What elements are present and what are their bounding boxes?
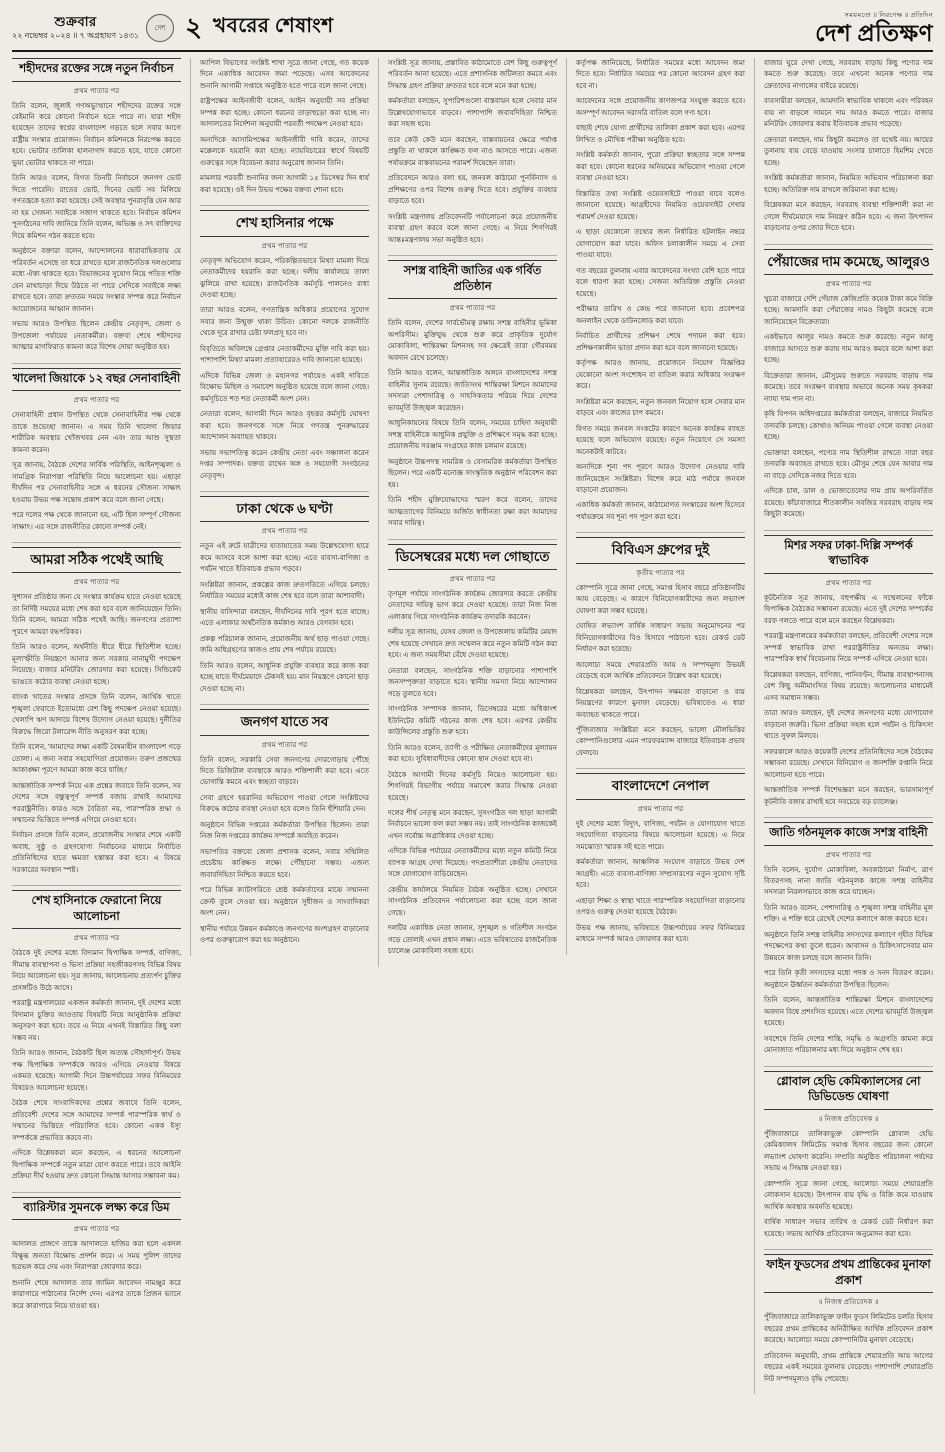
article-paragraph: খুচরা বাজারে দেশি পেঁয়াজ কেজিপ্রতি কয়েক টাকা কমে বিক্রি হচ্ছে। আমদানি করা পেঁয়াজের দামও কিছুটা কমেছে বলে জানিয়েছেন বিক্রেতারা। [764, 295, 933, 326]
news-article [12, 890, 181, 1182]
article-paragraph: আবেদনের সঙ্গে প্রয়োজনীয় কাগজপত্র সংযুক্ত করতে হবে। অসম্পূর্ণ আবেদন সরাসরি বাতিল বলে গণ্য হবে। [576, 97, 745, 117]
article-paragraph: তিনি আরও বলেন, ত্যাগী ও পরীক্ষিত নেতাকর্মীদের মূল্যায়ন করা হবে। সুবিধাবাদীদের কোনো স্থান দেওয়া হবে না। [388, 743, 557, 764]
news-article [388, 260, 557, 529]
article-paragraph: পুঁজিবাজারে তালিকাভুক্ত ফাইন ফুডস লিমিটেড চলতি হিসাব বছরের প্রথম প্রান্তিকের অনিরীক্ষিত আর্থিক প্রতিবেদন প্রকাশ করেছে। আলোচ্য সময়ে কোম্পানিটির মুনাফা বেড়েছে। [764, 1313, 933, 1345]
article-paragraph: উভয় পক্ষ জানায়, ভবিষ্যতে উচ্চপর্যায়ের সফর বিনিময়ের মাধ্যমে সম্পর্ক আরও জোরদার করা হবে। [576, 923, 745, 944]
article-paragraph: সংশ্লিষ্ট কর্মকর্তা জানান, পুরো প্রক্রিয়া স্বচ্ছতার সঙ্গে সম্পন্ন করা হবে। কোনো ধরনের অনিয়মের অভিযোগ পাওয়া গেলে ব্যবস্থা নেওয়া হবে। [576, 151, 745, 183]
article-paragraph: সভাপতির বক্তব্যে জেলা প্রশাসক বলেন, সবার সম্মিলিত প্রচেষ্টায় কাঙ্ক্ষিত লক্ষ্যে পৌঁছানো সম্ভব। এজন্য জবাবদিহিতা নিশ্চিত করতে হবে। [200, 847, 369, 879]
article-paragraph: তিনি আরও বলেন, আন্তর্জাতিক অঙ্গনে বাংলাদেশের সশস্ত্র বাহিনীর সুনাম রয়েছে। জাতিসংঘ শান্তিরক্ষা মিশনে আমাদের সদস্যরা পেশাদারিত্ব ও সাহসিকতার পরিচয় দিয়ে দেশের ভাবমূর্তি উজ্জ্বল করেছেন। [388, 369, 557, 412]
masthead-date-block [12, 13, 139, 41]
article-paragraph: দুই দেশের মধ্যে বিদ্যুৎ, বাণিজ্য, পর্যটন ও যোগাযোগ খাতে সহযোগিতা বাড়ানোর বিষয়ে আলোচনা হয়েছে। এ নিয়ে সমঝোতা স্মারক সই হতে পারে। [576, 819, 745, 851]
article-paragraph: আদালত প্রাঙ্গণে তাকে আদালতে হাজির করা হলে একদল বিক্ষুব্ধ জনতা বিক্ষোভ প্রদর্শন করে। এ সময় পুলিশ তাদের ছত্রভঙ্গ করে দেয় এবং নিরাপত্তা জোরদার করে। [12, 1240, 181, 1272]
article-paragraph: এদিকে বিশ্লেষকরা মনে করছেন, এ ধরনের আলোচনা দ্বিপাক্ষিক সম্পর্কে নতুন মাত্রা যোগ করতে পারে। তবে আইনি প্রক্রিয়া দীর্ঘ হওয়ায় দ্রুত কোনো সিদ্ধান্ত আসার সম্ভাবনা কম। [12, 1149, 181, 1181]
article-paragraph: সাংগঠনিক সম্পাদক জানান, ডিসেম্বরের মধ্যে অধিকাংশ ইউনিটের কমিটি গঠনের কাজ শেষ হবে। এরপর কেন্দ্রীয় কাউন্সিলের প্রস্তুতি শুরু হবে। [388, 705, 557, 737]
news-article [12, 1197, 181, 1312]
article-headline[interactable]: খালেদা জিয়াকে ১২ বছর সেনাবাহিনী [12, 368, 181, 392]
page-number: ২ [185, 12, 203, 42]
article-headline[interactable]: জাতি গঠনমূলক কাজে সশস্ত্র বাহিনী [764, 822, 933, 846]
article-divider [764, 1249, 933, 1250]
article-paragraph: নেতারা বলেন, আগামী দিনে আরও বৃহত্তর কর্মসূচি ঘোষণা করা হবে। জনগণকে সঙ্গে নিয়ে গণতন্ত্র পুনরুদ্ধারের আন্দোলন অব্যাহত থাকবে। [200, 410, 369, 442]
article-paragraph: সফরকালে আরও কয়েকটি দেশের প্রতিনিধিদের সঙ্গে বৈঠকের সম্ভাবনা রয়েছে। সেখানে বিনিয়োগ ও জনশক্তি রপ্তানি নিয়ে আলোচনা হতে পারে। [764, 747, 933, 779]
article-divider [388, 539, 557, 540]
article-paragraph: তিনি বলেন, দুর্যোগ মোকাবিলা, অবকাঠামো নির্মাণ, ত্রাণ বিতরণসহ নানা জাতি গঠনমূলক কাজে সশস্ত্র বাহিনীর সদস্যরা নিরলসভাবে কাজ করে যাচ্ছেন। [764, 865, 933, 897]
article-headline[interactable]: শেখ হাসিনাকে ফেরানো নিয়ে আলোচনা [12, 890, 181, 929]
column-container [12, 58, 933, 1394]
article-divider [12, 885, 181, 886]
article-paragraph: বাজার ঘুরে দেখা গেছে, সরবরাহ বাড়ায় কিছু পণ্যের দাম কমতে শুরু করেছে। তবে এখনো অনেক পণ্যের দাম ক্রেতাদের নাগালের বাইরে রয়েছে। [764, 59, 933, 90]
article-paragraph: বিশ্লেষকরা মনে করছেন, সরবরাহ ব্যবস্থা শক্তিশালী করা না গেলে দীর্ঘমেয়াদে দাম নিয়ন্ত্রণ কঠিন হবে। এ জন্য উৎপাদন বাড়ানোর ওপর জোর দিতে হবে। [764, 201, 933, 233]
article-paragraph: তিনি বলেন, 'আমাদের লক্ষ্য একটি বৈষম্যহীন বাংলাদেশ গড়ে তোলা। এ জন্য সবার সহযোগিতা প্রয়োজন। তরুণ প্রজন্মের আকাঙ্ক্ষা পূরণে আমরা কাজ করে যাচ্ছি।' [12, 743, 181, 775]
article-paragraph: কোম্পানি সূত্রে জানা গেছে, আলোচ্য সময়ে শেয়ারপ্রতি লোকসান হয়েছে। উৎপাদন ব্যয় বৃদ্ধি ও বিক্রি কমে যাওয়ায় আর্থিক অবস্থার অবনতি হয়েছে। [764, 1179, 933, 1211]
news-article [576, 58, 745, 523]
article-paragraph: সভায় সভাপতিত্ব করেন কেন্দ্রীয় নেতা এবং সঞ্চালনা করেন দপ্তর সম্পাদক। বক্তব্য রাখেন অঙ্গ ও সহযোগী সংগঠনের নেতৃবৃন্দ। [200, 448, 369, 480]
article-paragraph: অনুষ্ঠানে বিভিন্ন দপ্তরের কর্মকর্তারা উপস্থিত ছিলেন। তারা নিজ নিজ দপ্তরের কার্যক্রম সম্পর্কে অবহিত করেন। [200, 820, 369, 841]
article-paragraph: তারা আরও বলছেন, দুই দেশের জনগণের মধ্যে যোগাযোগ বাড়ানো জরুরি। ভিসা প্রক্রিয়া সহজ হলে পর্যটন ও চিকিৎসা খাতে সুফল মিলবে। [764, 709, 933, 741]
article-paragraph: সবশেষে তিনি দেশের শান্তি, সমৃদ্ধি ও অগ্রগতি কামনা করে মোনাজাত পরিচালনার মধ্য দিয়ে অনুষ্ঠান শেষ হয়। [764, 1034, 933, 1055]
news-column [190, 58, 369, 956]
article-paragraph: বৈঠকে দুই দেশের মধ্যে বিদ্যমান দ্বিপাক্ষিক সম্পর্ক, বাণিজ্য, সীমান্ত ব্যবস্থাপনা ও ভিসা প্রক্রিয়া সহজীকরণসহ বিভিন্ন বিষয় নিয়ে আলোচনা হয়। সূত্র জানায়, আলোচনায় প্রত্যর্পণ চুক্তির প্রসঙ্গটিও উঠে আসে। [12, 949, 181, 992]
article-paragraph: পুঁজিবাজারে তালিকাভুক্ত কোম্পানি গ্লোবাল হেভি কেমিক্যালস লিমিটেড সমাপ্ত হিসাব বছরের জন্য কোনো লভ্যাংশ ঘোষণা করেনি। সম্প্রতি অনুষ্ঠিত পরিচালনা পর্ষদের সভায় এ সিদ্ধান্ত নেওয়া হয়। [764, 1129, 933, 1173]
article-paragraph: প্রকল্প পরিচালক জানান, প্রয়োজনীয় অর্থ ছাড় পাওয়া গেছে। জমি অধিগ্রহণের কাজও প্রায় শেষ পর্যায়ে রয়েছে। [200, 634, 369, 655]
article-headline[interactable]: পেঁয়াজের দাম কমেছে, আলুরও [764, 249, 933, 275]
article-paragraph: ভোক্তারা বলছেন, পণ্যের দাম স্থিতিশীল রাখতে সারা বছর তদারকি অব্যাহত রাখতে হবে। মৌসুম শেষে যেন আবার দাম না বাড়ে সেদিকে নজর দিতে হবে। [764, 448, 933, 480]
article-paragraph: বিশ্লেষকরা বলছেন, বাণিজ্য, পানিবণ্টন, সীমান্ত ব্যবস্থাপনাসহ বেশ কিছু অমীমাংসিত বিষয় রয়েছে। আলোচনার মাধ্যমেই এসব সমাধান সম্ভব। [764, 670, 933, 702]
news-article [764, 1071, 933, 1240]
article-paragraph: এদিকে চাল, ডাল ও ভোজ্যতেলের দাম প্রায় অপরিবর্তিত রয়েছে। কাঁচাবাজারে শীতকালীন সবজির সরবরাহ বাড়ায় দাম কিছুটা কমেছে। [764, 487, 933, 519]
news-article [764, 822, 933, 1057]
article-paragraph: আধুনিকায়নের বিষয়ে তিনি বলেন, সময়ের চাহিদা অনুযায়ী সশস্ত্র বাহিনীকে আধুনিক প্রযুক্তি ও প্রশিক্ষণে সমৃদ্ধ করা হচ্ছে। প্রয়োজনীয় সরঞ্জাম সংগ্রহের কাজ চলমান রয়েছে। [388, 419, 557, 451]
article-paragraph: সেবা গ্রহণে হয়রানির অভিযোগ পাওয়া গেলে সংশ্লিষ্টদের বিরুদ্ধে কঠোর ব্যবস্থা নেওয়া হবে বলেও তিনি হুঁশিয়ারি দেন। [200, 793, 369, 814]
article-paragraph: অন্যদিকে শূন্য পদ পূরণে আরও উদ্যোগ নেওয়ার দাবি জানিয়েছেন সংশ্লিষ্টরা। বিশেষ করে মাঠ পর্যায়ে জনবল বাড়ানো প্রয়োজন। [576, 463, 745, 494]
article-paragraph: সেনাবাহিনী প্রধান উপস্থিত থেকে সেনাবাহিনীর পক্ষ থেকে তাকে শুভেচ্ছা জানান। এ সময় তিনি খালেদা জিয়ার শারীরিক অবস্থার খোঁজখবর নেন এবং তার আশু সুস্থতা কামনা করেন। [12, 411, 181, 454]
article-divider [576, 532, 745, 533]
article-headline[interactable]: ফাইন ফুডসের প্রথম প্রান্তিকের মুনাফা প্রকাশ [764, 1254, 933, 1293]
masthead-tagline: সময়মতো ॥ নিরপেক্ষ ॥ প্রতিদিন [844, 12, 933, 19]
article-paragraph: মামলার পরবর্তী শুনানির জন্য আগামী ১৫ ডিসেম্বর দিন ধার্য করা হয়েছে। ওই দিন উভয় পক্ষের বক্তব্য শোনা হবে। [200, 174, 369, 194]
article-paragraph: ব্যবসায়ীরা বলছেন, আমদানি স্বাভাবিক থাকলে এবং পরিবহন ব্যয় না বাড়লে সামনে দাম আরও কমতে পারে। বাজার মনিটরিং জোরদার করায় ইতিবাচক প্রভাব পড়েছে। [764, 97, 933, 129]
article-paragraph: সংশ্লিষ্ট সূত্র জানায়, প্রস্তাবিত কাঠামোতে বেশ কিছু গুরুত্বপূর্ণ পরিবর্তন আনা হয়েছে। এতে প্রশাসনিক জটিলতা কমবে এবং সিদ্ধান্ত গ্রহণ প্রক্রিয়া দ্রুততর হবে বলে মনে করা হচ্ছে। [388, 59, 557, 90]
article-paragraph: সভায় আরও উপস্থিত ছিলেন কেন্দ্রীয় নেতৃবৃন্দ, জেলা ও উপজেলা পর্যায়ের নেতাকর্মীরা। বক্তব্য শেষে শহীদদের আত্মার মাগফিরাত কামনা করে বিশেষ দোয়া অনুষ্ঠিত হয়। [12, 320, 181, 352]
article-paragraph: সুশাসন প্রতিষ্ঠার জন্য যে সংস্কার কার্যক্রম হাতে নেওয়া হয়েছে তা নির্দিষ্ট সময়ের মধ্যে শেষ করা হবে বলে জানিয়েছেন তিনি। তিনি বলেন, আমরা সঠিক পথেই আছি। জনগণের প্রত্যাশা পূরণে আমরা বদ্ধপরিকর। [12, 593, 181, 636]
article-paragraph: ব্যাংক খাতের সংস্কার প্রসঙ্গে তিনি বলেন, আর্থিক খাতে শৃঙ্খলা ফেরাতে ইতোমধ্যে বেশ কিছু পদক্ষেপ নেওয়া হয়েছে। খেলাপি ঋণ আদায়ে বিশেষ উদ্যোগ নেওয়া হয়েছে। দুর্নীতির বিরুদ্ধে জিরো টলারেন্স নীতি অনুসরণ করা হচ্ছে। [12, 693, 181, 736]
seal-icon: দেশ [146, 14, 174, 42]
article-paragraph: আন্তর্জাতিক সম্পর্ক বিশেষজ্ঞরা মনে করছেন, ভারসাম্যপূর্ণ কূটনীতি বজায় রাখাই হবে সবচেয়ে বড় চ্যালেঞ্জ। [764, 786, 933, 806]
news-article [200, 58, 369, 196]
article-paragraph: কৃষি বিপণন অধিদপ্তরের কর্মকর্তারা বলছেন, বাজারে নিয়মিত তদারকি চলছে। কোথাও অনিয়ম পাওয়া গেলে ব্যবস্থা নেওয়া হচ্ছে। [764, 410, 933, 442]
article-paragraph: গত বছরের তুলনায় এবার আবেদনের সংখ্যা বেশি হতে পারে বলে ধারণা করা হচ্ছে। সেজন্য অতিরিক্ত প্রস্তুতি নেওয়া হয়েছে। [576, 266, 745, 298]
article-headline[interactable]: সশস্ত্র বাহিনী জাতির এক গর্বিত প্রতিষ্ঠান [388, 260, 557, 299]
article-paragraph: অনুষ্ঠানে উচ্চপদস্থ সামরিক ও বেসামরিক কর্মকর্তারা উপস্থিত ছিলেন। পরে একটি মনোজ্ঞ সাংস্কৃতিক অনুষ্ঠান পরিবেশন করা হয়। [388, 457, 557, 489]
article-byline: কৃতীয় পাতার পর [636, 568, 685, 577]
article-paragraph: স্থানীয় পর্যায়ে উন্নয়ন কর্মকাণ্ডে জনগণের অংশগ্রহণ বাড়ানোর ওপর গুরুত্বারোপ করা হয় অনুষ্ঠানে। [200, 924, 369, 945]
masthead-left [12, 11, 334, 44]
article-paragraph: অনুষ্ঠানে বক্তারা বলেন, আন্দোলনের ধারাবাহিকতায় যে পরিবর্তন এসেছে তা ধরে রাখতে হলে রাজনৈতিক দলগুলোর মধ্যে ঐক্য থাকতে হবে। বিভাজনের সুযোগ নিয়ে পতিত শক্তি যেন মাথাচাড়া দিয়ে উঠতে না পারে সেদিকে সবাইকে লক্ষ্য রাখতে হবে। তারা দ্রুততম সময়ে সংস্কার সম্পন্ন করে নির্বাচন আয়োজনের আহ্বান জানান। [12, 247, 181, 313]
news-column [566, 58, 745, 955]
article-paragraph: তিনি শহীদ মুক্তিযোদ্ধাদের স্মরণ করে বলেন, তাদের আত্মত্যাগের বিনিময়ে অর্জিত স্বাধীনতা রক্ষা করা আমাদের সবার দায়িত্ব। [388, 496, 557, 528]
article-headline[interactable]: বাংলাদেশে নেপাল [576, 773, 745, 799]
article-paragraph: শুনানি শেষে আদালত তার জামিন আবেদন নামঞ্জুর করে কারাগারে পাঠানোর নির্দেশ দেন। এরপর তাকে প্রিজন ভ্যানে করে কারাগারে নিয়ে যাওয়া হয়। [12, 1278, 181, 1310]
article-paragraph: পরীক্ষার তারিখ ও কেন্দ্র পরে জানানো হবে। প্রবেশপত্র অনলাইন থেকে ডাউনলোড করা যাবে। [576, 305, 745, 325]
article-headline[interactable]: জনগণ যাতে সব [200, 709, 369, 735]
article-byline: প্রথম পাতার পর [73, 578, 120, 587]
article-paragraph: সংশ্লিষ্ট কর্মকর্তারা জানান, নিয়মিত অভিযান পরিচালনা করা হচ্ছে। অতিরিক্ত দাম রাখলে জরিমানা করা হচ্ছে। [764, 174, 933, 194]
article-byline: প্রথম পাতার পর [73, 86, 120, 95]
article-byline: প্রথম পাতার পর [825, 850, 872, 859]
news-column [754, 58, 933, 1394]
masthead-right [815, 10, 933, 45]
article-paragraph: প্রতিবেদনে আরও বলা হয়, জনবল কাঠামো পুনর্বিন্যাস ও প্রশিক্ষণের ওপর বিশেষ গুরুত্ব দিতে হবে। প্রযুক্তির ব্যবহার বাড়াতে হবে। [388, 174, 557, 206]
article-paragraph: বিস্তারিত তথ্য সংশ্লিষ্ট ওয়েবসাইটে পাওয়া যাবে বলেও জানানো হয়েছে। আগ্রহীদের নিয়মিত ওয়েবসাইট দেখার পরামর্শ দেওয়া হয়েছে। [576, 189, 745, 221]
article-byline: ॥ নিজস্ব প্রতিবেদক ॥ [818, 1114, 879, 1123]
article-divider [200, 704, 369, 705]
article-headline[interactable]: মিশর সফর ঢাকা-দিল্লি সম্পর্ক স্বাভাবিক [764, 535, 933, 574]
news-article [12, 547, 181, 876]
article-headline[interactable]: বিবিএস গ্রুপের দুই [576, 537, 745, 563]
article-paragraph: সংশ্লিষ্টরা মনে করছেন, নতুন জনবল নিয়োগ হলে সেবার মান বাড়বে এবং কাজের চাপ কমবে। [576, 397, 745, 418]
article-byline: প্রথম পাতার পর [73, 396, 120, 405]
article-paragraph: পরে তিনি কৃতী সদস্যদের মধ্যে পদক ও সনদ বিতরণ করেন। অনুষ্ঠানে ঊর্ধ্বতন কর্মকর্তারা উপস্থিত ছিলেন। [764, 969, 933, 989]
article-paragraph: তিনি বলেন, দেশের সার্বভৌমত্ব রক্ষায় সশস্ত্র বাহিনীর ভূমিকা অপরিসীম। মুক্তিযুদ্ধ থেকে শুরু করে প্রাকৃতিক দুর্যোগ মোকাবিলা, শান্তিরক্ষা মিশনসহ সব ক্ষেত্রেই তারা গৌরবময় অবদান রেখে চলেছে। [388, 319, 557, 362]
article-paragraph: নেতৃবৃন্দ অভিযোগ করেন, পরিকল্পিতভাবে মিথ্যা মামলা দিয়ে নেতাকর্মীদের হয়রানি করা হচ্ছে। দলীয় কার্যালয়ে তালা ঝুলিয়ে রাখা হয়েছে। রাজনৈতিক কর্মসূচি পালনেও বাধা দেওয়া হচ্ছে। [200, 256, 369, 299]
article-byline: প্রথম পাতার পর [449, 304, 496, 313]
article-byline: প্রথম পাতার পর [261, 527, 308, 536]
article-paragraph: স্থানীয় বাসিন্দারা বলছেন, দীর্ঘদিনের দাবি পূরণ হতে যাচ্ছে। এতে এলাকার অর্থনৈতিক কর্মকাণ্ড আরও বেগবান হবে। [200, 607, 369, 628]
masthead-date: ২২ নভেম্বর ২০২৪ ॥ ৭ অগ্রহায়ণ ১৪৩১ [12, 30, 140, 40]
article-byline: প্রথম পাতার পর [261, 241, 308, 250]
article-paragraph: তিনি আরও বলেন, বিগত তিনটি নির্বাচনে জনগণ ভোট দিতে পারেনি। রাতের ভোট, দিনের ভোট সব মিলিয়ে গণতন্ত্রকে হত্যা করা হয়েছে। সেই অবস্থার পুনরাবৃত্তি যেন আর না হয় সেজন্য সবাইকে সজাগ থাকতে হবে। নির্বাচন কমিশন পুনর্গঠনের দাবি জানিয়ে তিনি বলেন, অভিজ্ঞ ও সৎ ব্যক্তিদের দিয়ে কমিশন গঠন করতে হবে। [12, 174, 181, 240]
article-paragraph: কোম্পানি সূত্রে জানা গেছে, সমাপ্ত হিসাব বছরে প্রতিষ্ঠানটির আয় বেড়েছে। এ কারণে বিনিয়োগকারীদের জন্য লভ্যাংশ ঘোষণা করা সম্ভব হয়েছে। [576, 583, 745, 615]
masthead-day: শুক্রবার [54, 14, 97, 30]
article-paragraph: তিনি বলেন, জুলাই গণঅভ্যুত্থানে শহীদদের রক্তের সঙ্গে বেইমানি করে কোনো নির্বাচন হতে পারে না। যারা শহীদ হয়েছেন তাদের স্বপ্নের বাংলাদেশ গড়তে হলে সবার আগে রাষ্ট্রীয় সংস্কার প্রয়োজন। নির্বাচন কমিশনকে নিরপেক্ষ করতে হবে। ভোটার তালিকা হালনাগাদ করতে হবে, যাতে কোনো ভুয়া ভোটার থাকতে না পারে। [12, 101, 181, 167]
article-paragraph: আলোচ্য সময়ে শেয়ারপ্রতি আয় ও সম্পদমূল্য উভয়ই বেড়েছে বলে আর্থিক প্রতিবেদনে উল্লেখ করা হয়েছে। [576, 660, 745, 681]
news-article [764, 1254, 933, 1385]
article-byline: প্রথম পাতার পর [825, 280, 872, 288]
article-byline: প্রথম পাতার পর [73, 934, 120, 943]
article-byline: প্রথম পাতার পর [449, 574, 496, 583]
article-paragraph: নির্বাচিত প্রার্থীদের প্রশিক্ষণ শেষে পদায়ন করা হবে। প্রশিক্ষণকালীন ভাতা প্রদান করা হবে বলে জানানো হয়েছে। [576, 332, 745, 352]
article-headline[interactable]: ডিসেম্বরের মধ্যে দল গোছাতে [388, 544, 557, 570]
masthead [12, 10, 933, 52]
news-article [12, 368, 181, 533]
article-paragraph: এ ছাড়া যেকোনো তথ্যের জন্য নির্ধারিত হটলাইন নম্বরে যোগাযোগ করা যাবে। অফিস চলাকালীন সময়ে এ সেবা পাওয়া যাবে। [576, 228, 745, 260]
news-article [764, 535, 933, 808]
article-paragraph: পরে দলের পক্ষ থেকে জানানো হয়, এটি ছিল সম্পূর্ণ সৌজন্য সাক্ষাৎ। এর সঙ্গে রাজনীতির কোনো সম্পর্ক নেই। [12, 511, 181, 531]
article-paragraph: ঘোষিত লভ্যাংশ বার্ষিক সাধারণ সভায় অনুমোদনের পর বিনিয়োগকারীদের বিও হিসাবে পাঠানো হবে। রেকর্ড ডেট নির্ধারণ করা হয়েছে। [576, 622, 745, 654]
article-paragraph: পরে বিভিন্ন ক্যাটাগরিতে শ্রেষ্ঠ কর্মকর্তাদের মাঝে সম্মাননা ক্রেস্ট তুলে দেওয়া হয়। অনুষ্ঠানে সুধীজন ও সাংবাদিকরা অংশ নেন। [200, 886, 369, 918]
article-paragraph: বিবৃতিতে অবিলম্বে গ্রেপ্তার নেতাকর্মীদের মুক্তি দাবি করা হয়। পাশাপাশি মিথ্যা মামলা প্রত্যাহারেরও দাবি জানানো হয়েছে। [200, 344, 369, 365]
article-paragraph: নেতারা বলছেন, সাংগঠনিক শক্তি বাড়ানোর পাশাপাশি জনসম্পৃক্ততা বাড়াতে হবে। স্থানীয় সমস্যা নিয়ে আন্দোলন গড়ে তুলতে হবে। [388, 666, 557, 698]
article-paragraph: কূটনৈতিক সূত্র জানায়, বহুপক্ষীয় এ সম্মেলনের ফাঁকে দ্বিপাক্ষিক বৈঠকের সম্ভাবনা রয়েছে। এতে দুই দেশের সম্পর্কের বরফ গলতে পারে বলে মনে করছেন বিশ্লেষকরা। [764, 593, 933, 625]
article-paragraph: রাষ্ট্রপক্ষের আইনজীবী বলেন, আইন অনুযায়ী সব প্রক্রিয়া সম্পন্ন করা হচ্ছে। কোনো ধরনের তাড়াহুড়ো করা হচ্ছে না। আদালতের নির্দেশনা অনুযায়ী পরবর্তী পদক্ষেপ নেওয়া হবে। [200, 97, 369, 129]
article-paragraph: কর্মকর্তারা বলছেন, সুপারিশগুলো বাস্তবায়ন হলে সেবার মান উল্লেখযোগ্যভাবে বাড়বে। পাশাপাশি জবাবদিহিতা নিশ্চিত করা সহজ হবে। [388, 97, 557, 129]
news-article [200, 496, 369, 695]
article-divider [12, 542, 181, 543]
section-title: খবরের শেষাংশ [213, 15, 334, 37]
article-divider [388, 255, 557, 256]
news-article [388, 544, 557, 958]
article-paragraph: বৈঠকে আগামী দিনের কর্মসূচি নিয়েও আলোচনা হয়। শিগগিরই বিভাগীয় পর্যায়ে সমাবেশ করার সিদ্ধান্ত নেওয়া হয়েছে। [388, 770, 557, 802]
news-column [12, 58, 181, 1321]
article-paragraph: বিশ্লেষকরা বলছেন, উৎপাদন সক্ষমতা বাড়ানো ও ব্যয় নিয়ন্ত্রণের কারণে মুনাফা বেড়েছে। ভবিষ্যতেও এ ধারা অব্যাহত থাকতে পারে। [576, 687, 745, 719]
article-divider [764, 1066, 933, 1067]
article-paragraph: তৃণমূল পর্যায়ে সাংগঠনিক কার্যক্রম জোরদার করতে কেন্দ্রীয় নেতাদের দায়িত্ব ভাগ করে দেওয়া হয়েছে। তারা নিজ নিজ এলাকায় গিয়ে সাংগঠনিক কার্যক্রম তদারকি করবেন। [388, 589, 557, 621]
article-paragraph: কর্মকর্তারা জানান, আঞ্চলিক সংযোগ বাড়াতে উভয় দেশ আগ্রহী। এতে ব্যবসা-বাণিজ্য সম্প্রসারণের নতুন সুযোগ সৃষ্টি হবে। [576, 858, 745, 890]
article-headline[interactable]: ঢাকা থেকে ৬ ঘণ্টা [200, 496, 369, 522]
article-paragraph: সংশ্লিষ্টরা জানান, প্রকল্পের কাজ দ্রুতগতিতে এগিয়ে চলছে। নির্ধারিত সময়ের মধ্যেই কাজ শেষ হবে বলে তারা আশাবাদী। [200, 580, 369, 601]
article-headline[interactable]: শেখ হাসিনার পক্ষে [200, 210, 369, 236]
article-divider [764, 530, 933, 531]
article-paragraph: বিগত সময়ে জনবল সংকটের কারণে অনেক কার্যক্রম ব্যাহত হয়েছে বলে অভিযোগ রয়েছে। নতুন নিয়োগে সে সমস্যা অনেকটাই কাটবে। [576, 424, 745, 456]
article-byline: ॥ নিজস্ব প্রতিবেদক ॥ [818, 1298, 879, 1307]
news-article [576, 773, 745, 945]
news-article [200, 210, 369, 482]
article-paragraph: তিনি আরও বলেন, আধুনিক প্রযুক্তি ব্যবহার করে কাজ করা হচ্ছে যাতে দীর্ঘমেয়াদে টেকসই হয়। মান নিয়ন্ত্রণে কোনো ছাড় দেওয়া হচ্ছে না। [200, 661, 369, 693]
article-divider [576, 768, 745, 769]
article-paragraph: সংশ্লিষ্ট মন্ত্রণালয় প্রতিবেদনটি পর্যালোচনা করে প্রয়োজনীয় ব্যবস্থা গ্রহণ করবে বলে জানা গেছে। এ নিয়ে শিগগিরই আন্তঃমন্ত্রণালয় সভা অনুষ্ঠিত হবে। [388, 212, 557, 244]
article-paragraph: দলীয় সূত্র জানায়, যেসব জেলা ও উপজেলায় কমিটির মেয়াদ শেষ হয়েছে সেখানে দ্রুত সম্মেলন করে নতুন কমিটি গঠন করা হবে। এ জন্য সময়সীমা বেঁধে দেওয়া হয়েছে। [388, 628, 557, 660]
article-byline: প্রথম পাতার পর [637, 804, 684, 813]
article-headline[interactable]: শহীদদের রক্তের সঙ্গে নতুন নির্বাচন [12, 58, 181, 82]
article-paragraph: বিক্রেতারা জানান, মৌসুমের শুরুতে সরবরাহ বাড়ায় দাম কমেছে। তবে সংরক্ষণ ব্যবস্থার অভাবে অনেক সময় কৃষকরা ন্যায্য দাম পান না। [764, 371, 933, 403]
news-article [388, 58, 557, 246]
article-paragraph: কর্তৃপক্ষ জানিয়েছে, নির্ধারিত সময়ের মধ্যে আবেদন জমা দিতে হবে। নির্ধারিত সময়ের পর কোনো আবেদন গ্রহণ করা হবে না। [576, 59, 745, 90]
article-divider [12, 1192, 181, 1193]
newspaper-logo: দেশ প্রতিক্ষণ [815, 21, 933, 46]
article-byline: প্রথম পাতার পর [261, 740, 308, 749]
article-paragraph: দলের শীর্ষ নেতৃত্ব মনে করছেন, সুসংগঠিত দল ছাড়া আগামী নির্বাচনে ভালো ফল করা সম্ভব নয়। তাই সাংগঠনিক কাজকেই এখন সর্বোচ্চ অগ্রাধিকার দেওয়া হচ্ছে। [388, 808, 557, 840]
article-paragraph: এদিকে বিভিন্ন জেলা ও মহানগর পর্যায়েও একই দাবিতে বিক্ষোভ মিছিল ও সমাবেশ অনুষ্ঠিত হয়েছে বলে জানা গেছে। কর্মসূচিতে শত শত নেতাকর্মী অংশ নেন। [200, 371, 369, 403]
article-paragraph: তিনি আরও বলেন, অর্থনীতি ধীরে ধীরে স্থিতিশীল হচ্ছে। মূল্যস্ফীতি নিয়ন্ত্রণে আনার জন্য সরকার নানামুখী পদক্ষেপ নিয়েছে। বাজার মনিটরিং জোরদার করা হয়েছে। সিন্ডিকেট ভাঙতে কঠোর ব্যবস্থা নেওয়া হচ্ছে। [12, 643, 181, 686]
article-paragraph: বার্ষিক সাধারণ সভার তারিখ ও রেকর্ড ডেট নির্ধারণ করা হয়েছে। সভায় আর্থিক প্রতিবেদন অনুমোদন করা হবে। [764, 1218, 933, 1238]
article-paragraph: নির্বাচন প্রসঙ্গে তিনি বলেন, প্রয়োজনীয় সংস্কার শেষে একটি অবাধ, সুষ্ঠু ও গ্রহণযোগ্য নির্বাচনের মাধ্যমে নির্বাচিত প্রতিনিধিদের হাতে ক্ষমতা হস্তান্তর করা হবে। এ বিষয়ে সরকারের অবস্থান স্পষ্ট। [12, 831, 181, 874]
article-paragraph: পররাষ্ট্র মন্ত্রণালয়ের একজন কর্মকর্তা জানান, দুই দেশের মধ্যে বিদ্যমান চুক্তির আওতায় বিষয়টি নিয়ে আনুষ্ঠানিক প্রক্রিয়া অনুসরণ করা হবে। তবে এ নিয়ে এখনই বিস্তারিত কিছু বলা সম্ভব নয়। [12, 999, 181, 1042]
article-byline: প্রথম পাতার পর [73, 1225, 120, 1234]
article-paragraph: নতুন এই রুটে যাত্রীদের যাতায়াতের সময় উল্লেখযোগ্য হারে কমে আসবে বলে আশা করা হচ্ছে। এতে ব্যবসা-বাণিজ্য ও পর্যটন খাতে ইতিবাচক প্রভাব পড়বে। [200, 542, 369, 574]
article-divider [200, 205, 369, 206]
article-paragraph: একাধিক কর্মকর্তা জানান, কাঠামোগত সংস্কারের অংশ হিসেবে পর্যায়ক্রমে সব শূন্য পদ পূরণ করা হবে। [576, 501, 745, 521]
news-article [12, 58, 181, 354]
article-paragraph: আপিল বিভাগের সংশ্লিষ্ট শাখা সূত্রে জানা গেছে, গত কয়েক দিনে একাধিক আবেদন জমা পড়েছে। এসব আবেদনের শুনানি আগামী সপ্তাহে অনুষ্ঠিত হতে পারে বলে জানা গেছে। [200, 59, 369, 90]
news-column [378, 58, 557, 967]
article-paragraph: সূত্র জানায়, বৈঠকে দেশের সার্বিক পরিস্থিতি, আইনশৃঙ্খলা ও সামগ্রিক নিরাপত্তা পরিস্থিতি নিয়ে আলোচনা হয়। এছাড়া দীর্ঘদিন পর সেনাবাহিনীর সঙ্গে এ ধরনের সৌজন্য সাক্ষাৎ হওয়ায় উভয় পক্ষ সন্তোষ প্রকাশ করে বলে জানা গেছে। [12, 461, 181, 504]
article-paragraph: প্রতিবেদন অনুযায়ী, প্রথম প্রান্তিকে শেয়ারপ্রতি আয় আগের বছরের একই সময়ের তুলনায় বেড়েছে। পাশাপাশি শেয়ারপ্রতি নিট সম্পদমূল্যও বৃদ্ধি পেয়েছে। [764, 1351, 933, 1383]
article-headline[interactable]: আমরা সঠিক পথেই আছি [12, 547, 181, 573]
article-paragraph: তারা আরও বলেন, গণতান্ত্রিক অধিকার প্রয়োগের সুযোগ সবার জন্য উন্মুক্ত থাকা উচিত। কোনো দলকে রাজনীতি থেকে দূরে রাখার চেষ্টা ফলপ্রসূ হবে না। [200, 306, 369, 338]
article-paragraph: তিনি বলেন, সরকারি সেবা জনগণের দোরগোড়ায় পৌঁছে দিতে ডিজিটাল ব্যবস্থাকে আরও শক্তিশালী করা হবে। এতে ভোগান্তি কমবে এবং স্বচ্ছতা বাড়বে। [200, 755, 369, 787]
article-headline[interactable]: ব্যারিস্টার সুমনকে লক্ষ্য করে ডিম [12, 1197, 181, 1221]
article-divider [764, 244, 933, 245]
article-paragraph: অনুষ্ঠানে তিনি সশস্ত্র বাহিনীর সদস্যদের কল্যাণে গৃহীত বিভিন্ন পদক্ষেপের কথা তুলে ধরেন। আবাসন ও চিকিৎসাসেবার মান উন্নয়নে কাজ চলছে বলে জানান তিনি। [764, 930, 933, 962]
article-paragraph: কেন্দ্রীয় কার্যালয়ে নিয়মিত বৈঠক অনুষ্ঠিত হচ্ছে। সেখানে সাংগঠনিক প্রতিবেদন পর্যালোচনা করা হচ্ছে বলে জানা গেছে। [388, 885, 557, 917]
article-paragraph: তিনি আরও জানান, বৈঠকটি ছিল অত্যন্ত সৌহার্দ্যপূর্ণ। উভয় পক্ষ দ্বিপাক্ষিক সম্পর্ককে আরও এগিয়ে নেওয়ার বিষয়ে একমত হয়েছে। আগামী দিনে উচ্চপর্যায়ের সফর বিনিময়ের বিষয়েও আলোচনা হয়েছে। [12, 1049, 181, 1092]
article-paragraph: ক্রেতারা বলছেন, দাম কিছুটা কমলেও তা যথেষ্ট নয়। আয়ের তুলনায় ব্যয় বেড়ে যাওয়ায় সংসার চালাতে হিমশিম খেতে হচ্ছে। [764, 135, 933, 167]
article-divider [200, 491, 369, 492]
article-paragraph: দলটির একাধিক নেতা জানান, সুশৃঙ্খল ও গতিশীল সংগঠন গড়ে তোলাই এখন প্রধান লক্ষ্য। এতে ভবিষ্যতের রাজনৈতিক চ্যালেঞ্জ মোকাবিলা সহজ হবে। [388, 924, 557, 956]
article-paragraph: তিনি আরও বলেন, পেশাদারিত্ব ও শৃঙ্খলা সশস্ত্র বাহিনীর মূল শক্তি। এ শক্তি ধরে রেখেই দেশের কল্যাণে কাজ করতে হবে। [764, 903, 933, 924]
article-paragraph: পররাষ্ট্র মন্ত্রণালয়ের কর্মকর্তারা বলছেন, প্রতিবেশী দেশের সঙ্গে সম্পর্ক স্বাভাবিক রাখা পররাষ্ট্রনীতির অন্যতম লক্ষ্য। পারস্পরিক স্বার্থ বিবেচনায় নিয়ে সম্পর্ক এগিয়ে নেওয়া হবে। [764, 632, 933, 664]
article-byline: প্রথম পাতার পর [825, 578, 872, 587]
article-paragraph: এছাড়া শিক্ষা ও স্বাস্থ্য খাতে পারস্পরিক সহযোগিতা বাড়ানোর ওপরও গুরুত্ব দেওয়া হয়েছে বৈঠকে। [576, 896, 745, 917]
news-article [576, 537, 745, 759]
article-paragraph: এদিকে বিভিন্ন পর্যায়ের নেতাকর্মীদের মধ্যে নতুন কমিটি নিয়ে ব্যাপক আগ্রহ দেখা দিয়েছে। পদপ্রত্যাশীরা কেন্দ্রীয় নেতাদের সঙ্গে যোগাযোগ বাড়িয়েছেন। [388, 847, 557, 879]
article-headline[interactable]: গ্লোবাল হেভি কেমিক্যালসের নো ডিভিডেন্ড ঘোষণা [764, 1071, 933, 1110]
news-article [764, 58, 933, 235]
article-divider [12, 363, 181, 364]
article-paragraph: তিনি বলেন, আন্তর্জাতিক শান্তিরক্ষা মিশনে বাংলাদেশের অবদান বিশ্বে প্রশংসিত হয়েছে। এতে দেশের ভাবমূর্তি উজ্জ্বল হয়েছে। [764, 996, 933, 1028]
article-paragraph: আন্তর্জাতিক সম্পর্ক নিয়ে এক প্রশ্নের জবাবে তিনি বলেন, সব দেশের সঙ্গে বন্ধুত্বপূর্ণ সম্পর্ক বজায় রাখাই আমাদের পররাষ্ট্রনীতি। কারও সঙ্গে বৈরিতা নয়, পারস্পরিক শ্রদ্ধা ও সম্মানের ভিত্তিতে সম্পর্ক এগিয়ে নেওয়া হবে। [12, 781, 181, 824]
news-article [200, 709, 369, 946]
article-paragraph: একইভাবে আলুর দামও কমতে শুরু করেছে। নতুন আলু বাজারে আসতে শুরু করায় দাম আরও কমবে বলে আশা করা হচ্ছে। [764, 333, 933, 365]
article-divider [764, 817, 933, 818]
news-article [764, 249, 933, 521]
article-paragraph: অন্যদিকে আসামিপক্ষের আইনজীবী দাবি করেন, তাদের মক্কেলকে হয়রানি করা হচ্ছে। ন্যায়বিচারের স্বার্থে বিষয়টি গুরুত্বের সঙ্গে বিবেচনা করার অনুরোধ জানান তিনি। [200, 135, 369, 167]
article-paragraph: কর্তৃপক্ষ আরও জানায়, প্রয়োজনে নিয়োগ বিজ্ঞপ্তির যেকোনো অংশ সংশোধন বা বাতিল করার অধিকার সংরক্ষণ করে। [576, 359, 745, 391]
article-paragraph: বাছাই শেষে যোগ্য প্রার্থীদের তালিকা প্রকাশ করা হবে। এরপর লিখিত ও মৌখিক পরীক্ষা অনুষ্ঠিত হবে। [576, 124, 745, 144]
article-paragraph: পুঁজিবাজার সংশ্লিষ্টরা মনে করছেন, ভালো মৌলভিত্তির কোম্পানিগুলোর এমন পারফরম্যান্স বাজারে ইতিবাচক প্রভাব ফেলবে। [576, 725, 745, 757]
article-paragraph: বৈঠক শেষে সাংবাদিকদের প্রশ্নের জবাবে তিনি বলেন, প্রতিবেশী দেশের সঙ্গে আমাদের সম্পর্ক পারস্পরিক স্বার্থ ও সম্মানের ভিত্তিতে পরিচালিত হবে। কোনো একক ইস্যু সম্পর্ককে প্রভাবিত করবে না। [12, 1099, 181, 1142]
article-paragraph: তবে কেউ কেউ মনে করছেন, বাস্তবায়নের ক্ষেত্রে পর্যাপ্ত প্রস্তুতি না থাকলে কাঙ্ক্ষিত ফল নাও আসতে পারে। এজন্য পর্যায়ক্রমে বাস্তবায়নের পরামর্শ দিয়েছেন তারা। [388, 135, 557, 167]
